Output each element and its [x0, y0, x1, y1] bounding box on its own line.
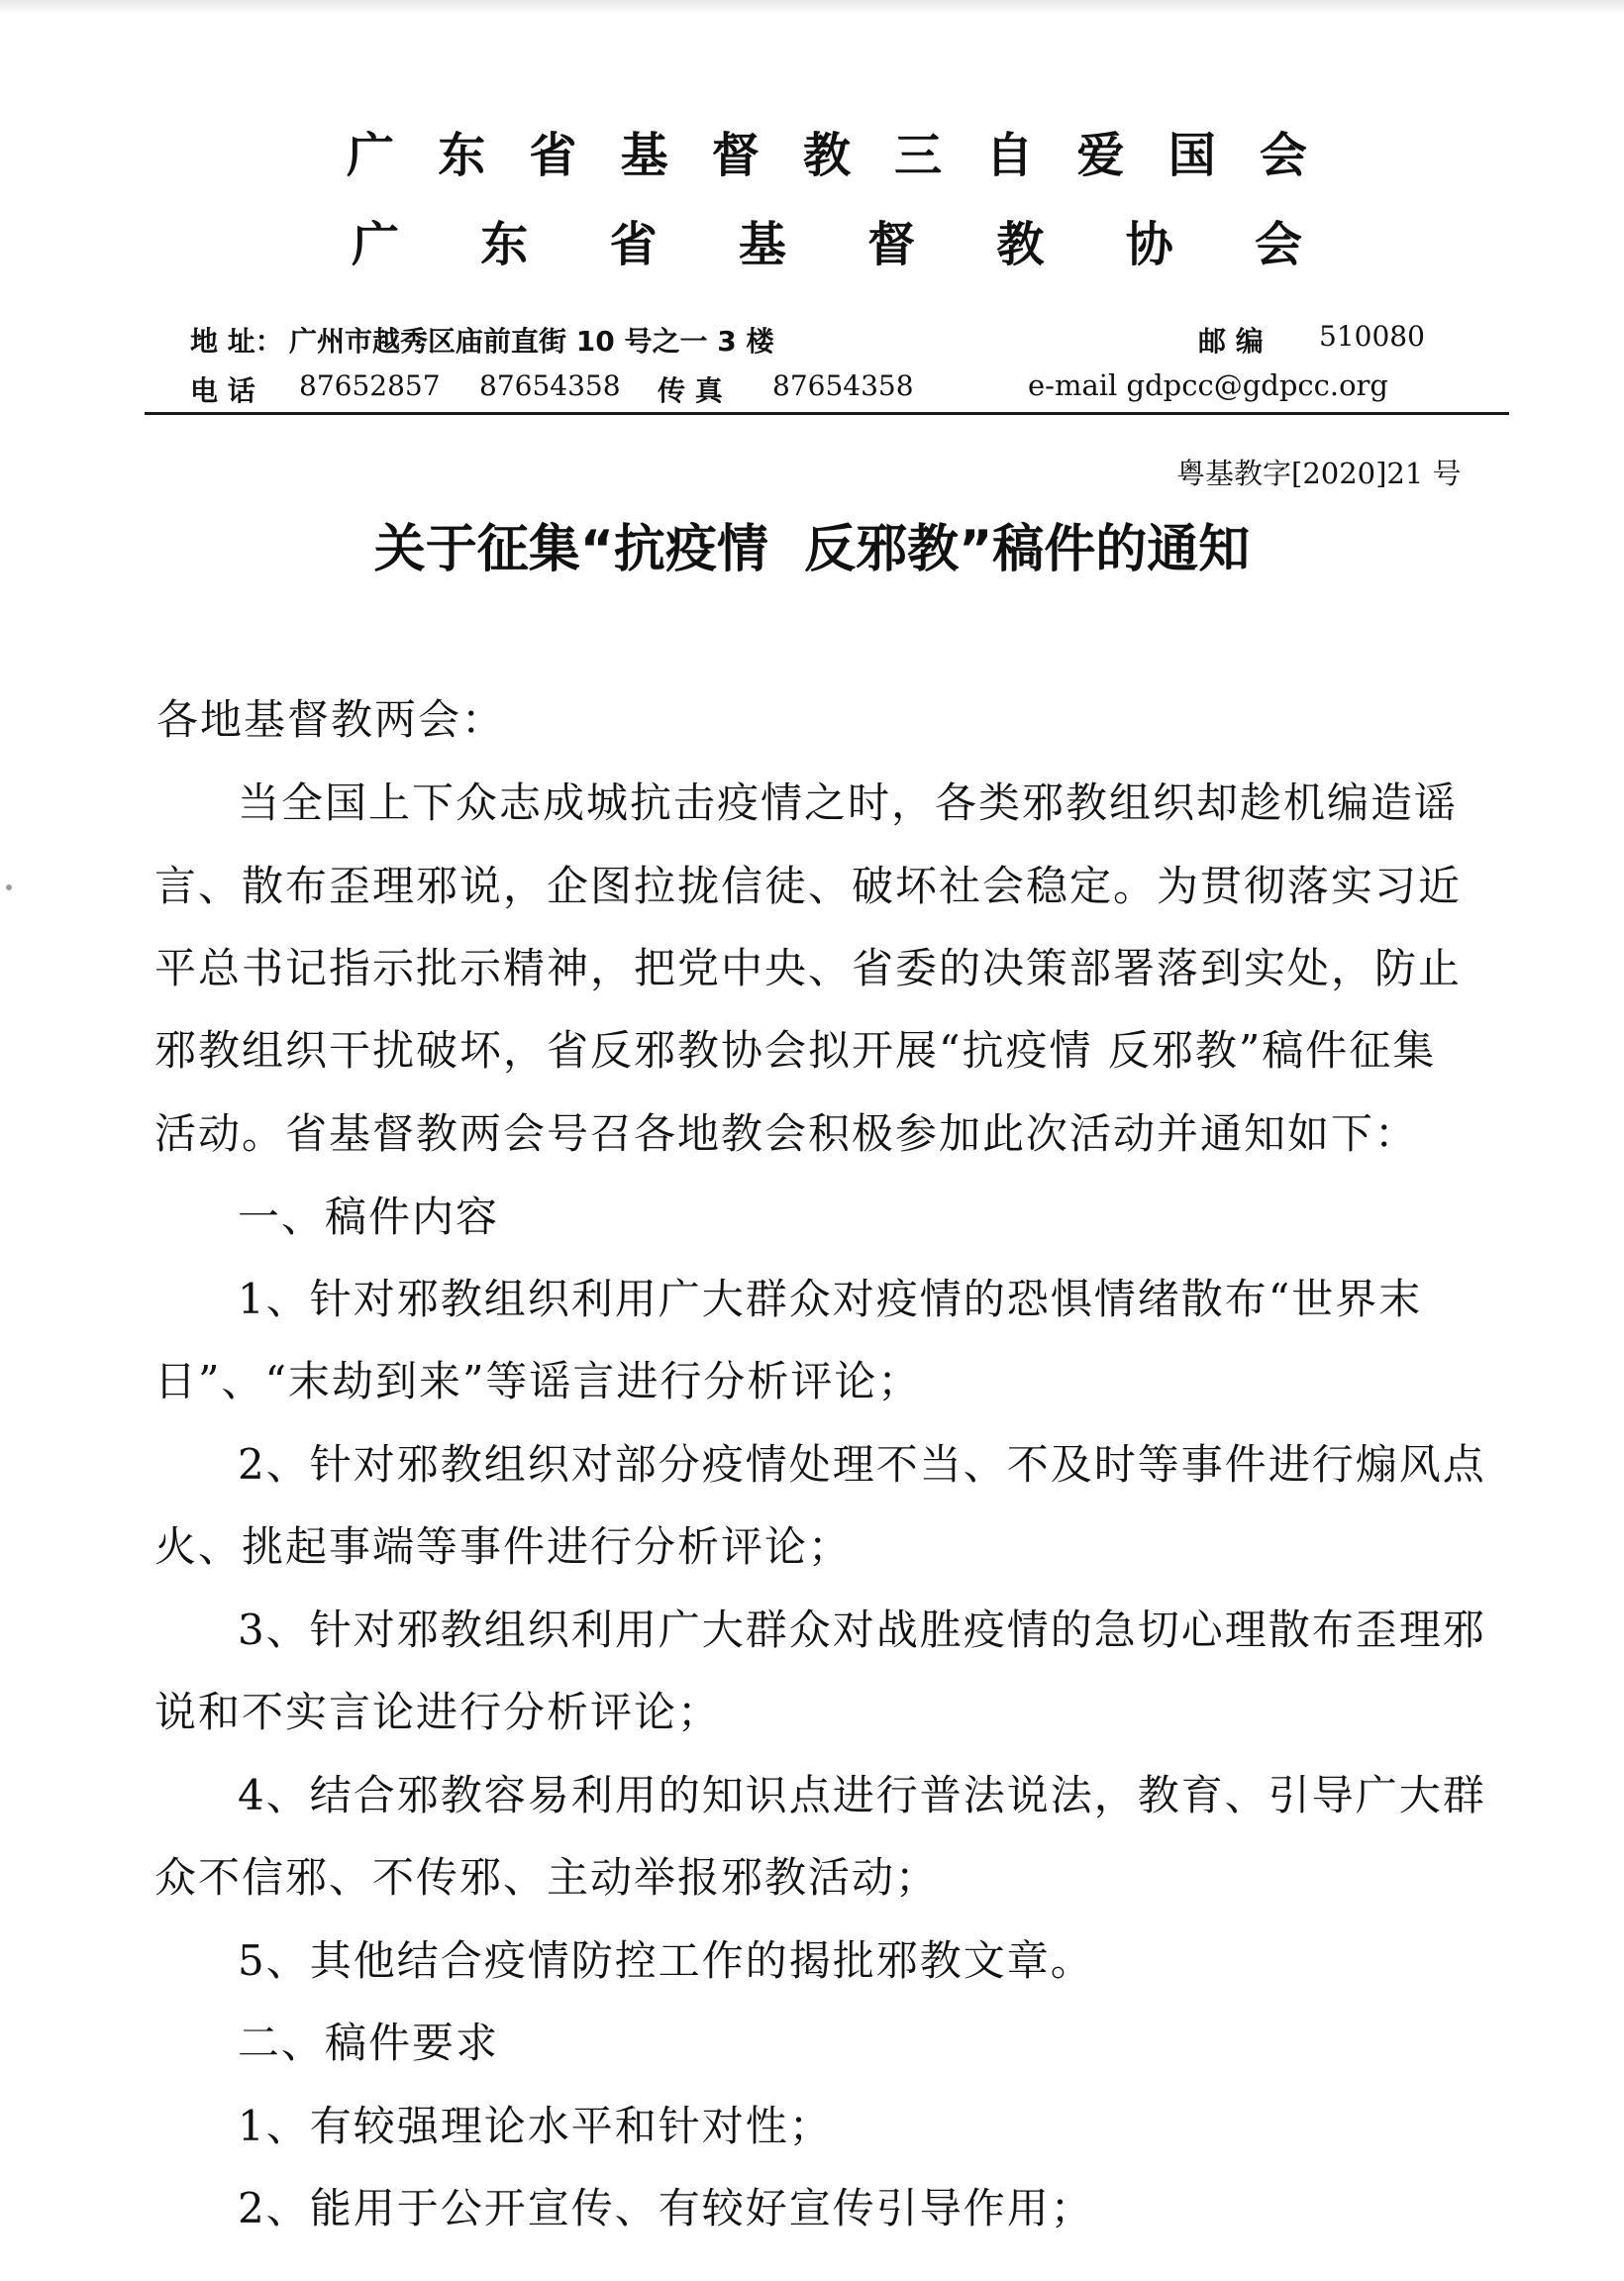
body-line: 2、针对邪教组织对部分疫情处理不当、不及时等事件进行煽风点: [238, 1440, 1486, 1489]
org-name-2-char: 协: [1125, 217, 1173, 272]
org-name-1-char: 会: [1259, 128, 1307, 183]
section-heading: 一、稿件内容: [238, 1192, 500, 1241]
address-label: 地 址：: [190, 325, 283, 358]
phone-1: 87652857: [299, 369, 441, 402]
org-name-2-char: 教: [996, 217, 1045, 272]
org-name-1-char: 国: [1167, 128, 1216, 183]
body-line: 说和不实言论进行分析评论；: [154, 1688, 722, 1736]
body-line: 当全国上下众志成城抗击疫情之时，各类邪教组织却趁机编造谣: [238, 778, 1459, 827]
body-line: 1、有较强理论水平和针对性；: [238, 2102, 833, 2150]
body-line: 活动。省基督教两会号召各地教会积极参加此次活动并通知如下：: [154, 1109, 1419, 1158]
address-text: 广州市越秀区庙前直街 10 号之一 3 楼: [289, 325, 774, 358]
scan-speck: [6, 884, 12, 890]
org-name-2-char: 省: [609, 217, 658, 272]
fax-label: 传 真: [658, 374, 723, 407]
zip-value: 510080: [1319, 320, 1425, 353]
org-name-line-1: [347, 117, 1307, 185]
org-name-2-char: 会: [1254, 217, 1302, 272]
org-name-1-char: 教: [802, 128, 851, 183]
fax-value: 87654358: [772, 369, 914, 402]
org-name-1-char: 三: [894, 128, 943, 183]
email-label: e-mail: [1028, 368, 1118, 402]
body-line: 平总书记指示批示精神，把党中央、省委的决策部署落到实处，防止: [154, 944, 1463, 992]
org-name-1-char: 广: [347, 128, 395, 183]
org-name-1-char: 自: [985, 128, 1034, 183]
org-name-2-char: 基: [738, 217, 786, 272]
org-name-2-char: 督: [867, 217, 916, 272]
body-line: 5、其他结合疫情防控工作的揭批邪教文章。: [238, 1936, 1094, 1985]
body-line: 火、挑起事端等事件进行分析评论；: [154, 1522, 853, 1571]
body-line: 言、散布歪理邪说，企图拉拢信徒、破坏社会稳定。为贯彻落实习近: [154, 862, 1463, 910]
body-line: 邪教组织干扰破坏，省反邪教协会拟开展“抗疫情 反邪教”稿件征集: [154, 1026, 1437, 1075]
org-name-line-2: [352, 206, 1302, 274]
email-address: gdpcc@gdpcc.org: [1126, 368, 1388, 402]
body-line: 众不信邪、不传邪、主动举报邪教活动；: [154, 1853, 940, 1902]
zip-label: 邮 编: [1198, 325, 1264, 358]
phone-label: 电 话: [190, 374, 255, 407]
body-line: 4、结合邪教容易利用的知识点进行普法说法，教育、引导广大群: [238, 1771, 1486, 1819]
org-name-1-char: 督: [711, 128, 760, 183]
body-line: 日”、“末劫到来”等谣言进行分析评论；: [154, 1357, 922, 1405]
salutation: 各地基督教两会：: [156, 695, 506, 744]
org-name-1-char: 省: [529, 128, 577, 183]
org-name-2-char: 广: [352, 217, 400, 272]
org-name-1-char: 东: [438, 128, 486, 183]
scan-edge-shadow: [0, 0, 1624, 14]
body-line: 3、针对邪教组织利用广大群众对战胜疫情的急切心理散布歪理邪: [238, 1606, 1486, 1654]
section-heading: 二、稿件要求: [238, 2019, 500, 2067]
body-line: 2、能用于公开宣传、有较好宣传引导作用；: [238, 2184, 1094, 2232]
org-name-2-char: 东: [480, 217, 529, 272]
org-name-1-char: 基: [620, 128, 668, 183]
header-divider: [145, 412, 1509, 415]
document-number: 粤基教字[2020]21 号: [1176, 457, 1462, 490]
phone-2: 87654358: [479, 369, 621, 402]
notice-title: 关于征集“抗疫情 反邪教”稿件的通知: [373, 520, 1251, 579]
body-line: 1、针对邪教组织利用广大群众对疫情的恐惧情绪散布“世界末: [238, 1275, 1423, 1323]
email-line: [1028, 368, 1388, 402]
org-name-1-char: 爱: [1076, 128, 1125, 183]
